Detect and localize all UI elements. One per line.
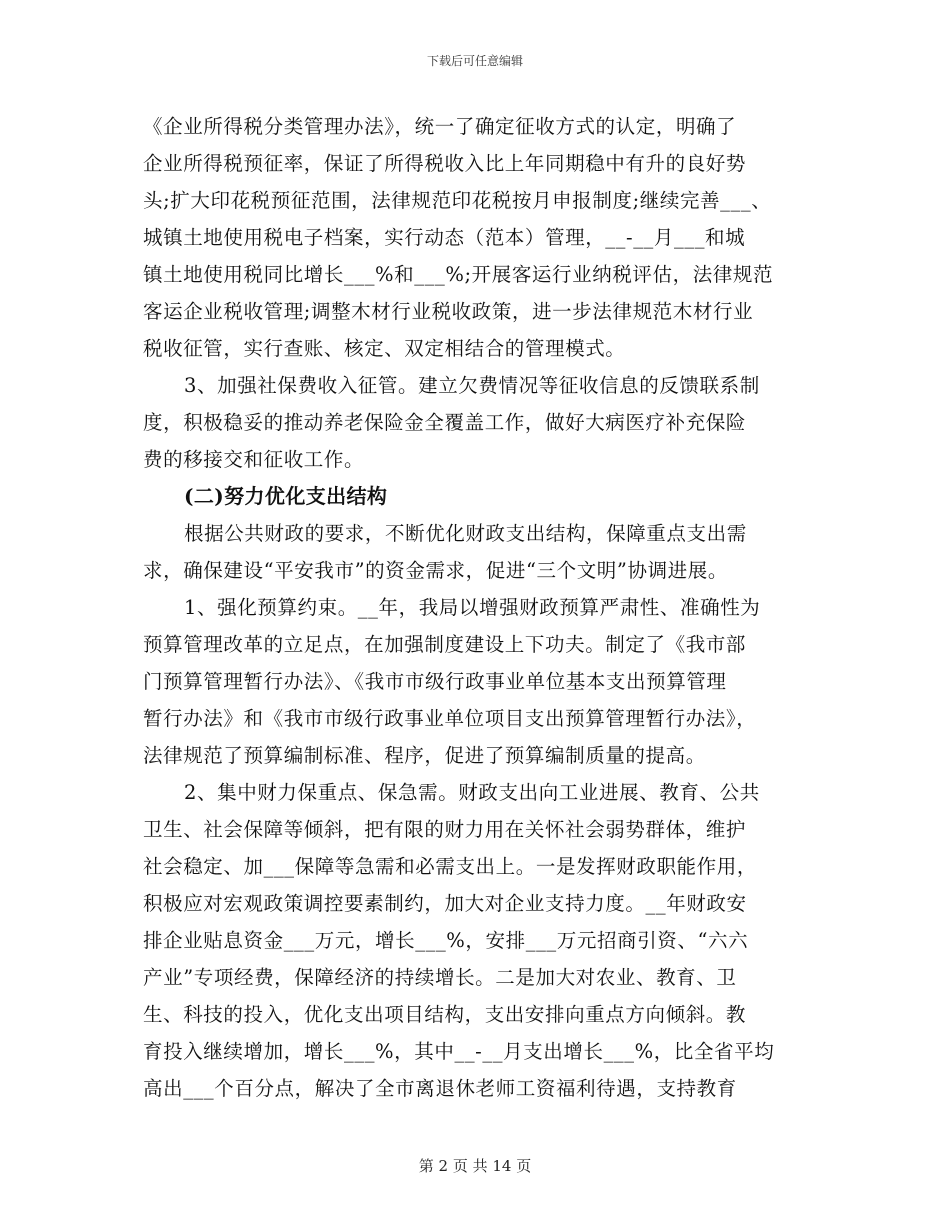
- section-heading: (二)努力优化支出结构: [184, 484, 388, 508]
- text-line: 1、强化预算约束。__年，我局以增强财政预算严肃性、准确性为: [184, 596, 761, 619]
- page-footer: 第 2 页 共 14 页: [418, 1157, 532, 1175]
- text-line: 卫生、社会保障等倾斜，把有限的财力用在关怀社会弱势群体，维护: [143, 818, 747, 841]
- text-line: 度，积极稳妥的推动养老保险金全覆盖工作，做好大病医疗补充保险: [143, 411, 747, 434]
- text-line: 生、科技的投入，优化支出项目结构，支出安排向重点方向倾斜。教: [143, 1003, 747, 1026]
- text-line: 求，确保建设“平安我市”的资金需求，促进“三个文明”协调进展。: [143, 559, 728, 582]
- text-line: 头;扩大印花税预征范围，法律规范印花税按月申报制度;继续完善___、: [143, 189, 772, 212]
- document-body: [143, 108, 815, 1107]
- paragraph-tax-management: [143, 108, 815, 367]
- text-line: 积极应对宏观政策调控要素制约，加大对企业支持力度。__年财政安: [143, 892, 747, 915]
- text-line: 城镇土地使用税电子档案，实行动态（范本）管理，__-__月___和城: [143, 226, 746, 249]
- text-line: 镇土地使用税同比增长___%和___%;开展客运行业纳税评估，法律规范: [143, 263, 774, 286]
- text-line: 社会稳定、加___保障等急需和必需支出上。一是发挥财政职能作用，: [143, 855, 757, 878]
- text-line: 客运企业税收管理;调整木材行业税收政策，进一步法律规范木材行业: [143, 300, 754, 323]
- text-line: 育投入继续增加，增长___%，其中__-__月支出增长___%，比全省平均: [143, 1040, 775, 1063]
- page-header: 下载后可任意编辑: [426, 54, 523, 68]
- text-line: 预算管理改革的立足点，在加强制度建设上下功夫。制定了《我市部: [143, 633, 747, 656]
- text-line: 法律规范了预算编制标准、程序，促进了预算编制质量的提高。: [143, 744, 706, 767]
- text-line: 《企业所得税分类管理办法》，统一了确定征收方式的认定，明确了: [143, 115, 737, 138]
- text-line: 产业”专项经费，保障经济的持续增长。二是加大对农业、教育、卫: [143, 966, 737, 989]
- paragraph-budget: [143, 589, 815, 774]
- text-line: 排企业贴息资金___万元，增长___%，安排___万元招商引资、“六六: [143, 929, 749, 952]
- text-line: 费的移接交和征收工作。: [143, 448, 365, 471]
- text-line: 3、加强社保费收入征管。建立欠费情况等征收信息的反馈联系制: [184, 374, 760, 397]
- text-line: 企业所得税预征率，保证了所得税收入比上年同期稳中有升的良好势: [143, 152, 747, 175]
- text-line: 根据公共财政的要求，不断优化财政支出结构，保障重点支出需: [184, 522, 747, 545]
- paragraph-focus: [143, 774, 815, 1107]
- text-line: 高出___个百分点，解决了全市离退休老师工资福利待遇，支持教育: [143, 1077, 737, 1100]
- text-line: 门预算管理暂行办法》、《我市市级行政事业单位基本支出预算管理: [143, 670, 727, 693]
- text-line: 2、集中财力保重点、保急需。财政支出向工业进展、教育、公共: [184, 781, 760, 804]
- paragraph-intro: [143, 515, 815, 589]
- paragraph-social-fee: [143, 367, 815, 478]
- text-line: 税收征管，实行查账、核定、双定相结合的管理模式。: [143, 337, 626, 360]
- text-line: 暂行办法》和《我市市级行政事业单位项目支出预算管理暂行办法》，: [143, 707, 757, 730]
